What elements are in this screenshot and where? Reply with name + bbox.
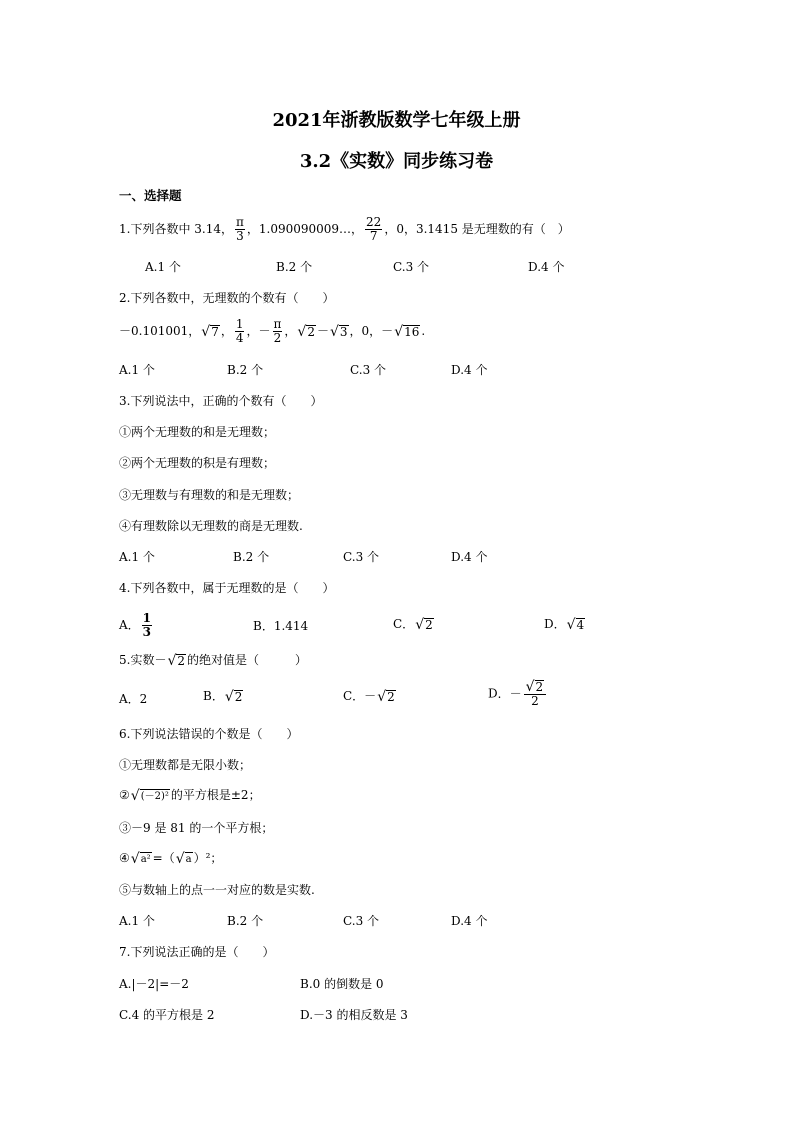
sqrt-neg2-squared: √ (－2)² [130,787,169,804]
statement-text: ）²； [193,851,223,865]
fraction-numerator: π [235,215,244,229]
sqrt-a: √ a [175,850,192,867]
question-4-option-a[interactable] [119,612,154,639]
sqrt-a-squared: √ a² [130,850,151,867]
sqrt-2: √ 2 [525,679,544,695]
fraction-1-over-3 [142,612,152,639]
question-6-option-c[interactable]: C.3 个 [343,914,380,928]
question-4-option-d[interactable] [544,616,586,632]
question-2-numbers [119,318,425,345]
section-heading: 一、选择题 [119,188,182,203]
question-6-stem: 6.下列说法错误的个数是（ ） [119,727,299,741]
statement-number: ② [119,788,130,802]
question-2-option-c[interactable]: C.3 个 [350,363,387,377]
fraction-pi-over-3 [235,216,245,243]
fraction-numerator: 1 [235,317,244,331]
sqrt-2: √ 2 [377,688,395,705]
separator: － [316,324,329,338]
sqrt-3: √ 3 [329,323,348,340]
question-6-option-b[interactable]: B.2 个 [227,914,264,928]
fraction-22-over-7 [365,216,382,243]
question-5-stem [119,652,307,668]
statement-text: =（ [152,851,175,865]
fraction-numerator: 22 [366,215,382,229]
fraction-numerator: 1 [142,611,152,625]
question-5-option-c[interactable] [343,688,397,704]
q1-stem-b: ，1.090090009…， [246,222,364,236]
question-3-option-c[interactable]: C.3 个 [343,550,380,564]
option-letter: C．－ [343,689,377,703]
question-6-statement-1: ①无理数都是无限小数； [119,758,252,772]
sqrt-7: √ 7 [201,323,219,340]
question-6-statement-2 [119,787,261,803]
question-7-option-a[interactable]: A.|－2|=－2 [119,977,189,991]
question-4-option-c[interactable] [393,616,435,632]
statement-text: 的平方根是±2； [170,788,261,802]
page-subtitle: 3.2《实数》同步练习卷 [299,151,494,172]
sqrt-2: √ 2 [415,616,433,633]
fraction-denominator: 7 [369,229,378,243]
question-3-option-a[interactable]: A.1 个 [119,550,155,564]
fraction-pi-over-2 [273,318,283,345]
sqrt-2: √ 2 [297,323,315,340]
sqrt-16: √ 16 [394,323,420,340]
question-2-option-b[interactable]: B.2 个 [227,363,264,377]
question-6-statement-3: ③－9 是 81 的一个平方根； [119,821,274,835]
question-3-statement-2: ②两个无理数的积是有理数； [119,456,276,470]
option-letter: D．－ [488,686,522,701]
question-5-option-a[interactable]: A．2 [119,692,148,706]
period: . [421,324,426,338]
question-1-option-d[interactable]: D.4 个 [528,260,565,274]
sqrt-2: √ 2 [224,688,243,705]
fraction-denominator: 2 [273,331,282,345]
fraction-denominator: 2 [531,694,539,708]
question-3-option-b[interactable]: B.2 个 [233,550,270,564]
separator: ， [284,324,297,338]
question-4-stem: 4.下列各数中，属于无理数的是（ ） [119,581,335,595]
question-6-option-d[interactable]: D.4 个 [451,914,488,928]
question-7-option-d[interactable]: D.－3 的相反数是 3 [300,1008,408,1022]
question-4-option-b[interactable]: B．1.414 [253,619,309,633]
option-letter: A． [119,618,140,632]
question-7-stem: 7.下列说法正确的是（ ） [119,945,275,959]
question-3-statement-1: ①两个无理数的和是无理数； [119,425,276,439]
question-6-option-a[interactable]: A.1 个 [119,914,155,928]
question-5-option-b[interactable] [203,688,244,704]
question-3-option-d[interactable]: D.4 个 [451,550,488,564]
page-title: 2021年浙教版数学七年级上册 [272,110,521,131]
question-2-stem: 2.下列各数中，无理数的个数有（ ） [119,291,335,305]
sqrt-4: √ 4 [566,616,585,633]
fraction-numerator: π [273,317,282,331]
question-1-option-b[interactable]: B.2 个 [276,260,313,274]
fraction-numerator [524,680,547,695]
option-letter: D． [544,617,566,631]
question-7-option-b[interactable]: B.0 的倒数是 0 [300,977,384,991]
q5-stem-a: 5.实数－ [119,653,167,667]
question-5-option-d[interactable] [488,680,548,708]
question-3-statement-4: ④有理数除以无理数的商是无理数. [119,519,303,533]
option-letter: C． [393,617,415,631]
statement-number: ④ [119,851,130,865]
question-3-statement-3: ③无理数与有理数的和是无理数； [119,488,300,502]
q1-stem-a: 1.下列各数中 3.14， [119,222,233,236]
separator: ， [220,324,233,338]
sqrt-2: √ 2 [167,652,186,669]
separator: ，－ [246,324,271,338]
q2-number-1: －0.101001， [119,324,201,338]
fraction-denominator: 4 [235,331,244,345]
fraction-denominator: 3 [236,229,244,243]
q1-stem-c: ，0，3.1415 是无理数的有（ ） [384,222,570,236]
question-2-option-d[interactable]: D.4 个 [451,363,488,377]
question-6-statement-4 [119,850,222,866]
fraction-denominator: 3 [142,625,152,639]
separator: ，0，－ [349,324,394,338]
question-1-stem [119,216,570,243]
question-2-option-a[interactable]: A.1 个 [119,363,155,377]
option-letter: B． [203,689,224,703]
q5-stem-b: 的绝对值是（ ） [187,653,308,667]
question-1-option-c[interactable]: C.3 个 [393,260,430,274]
fraction-sqrt2-over-2 [524,680,547,708]
question-7-option-c[interactable]: C.4 的平方根是 2 [119,1008,215,1022]
question-3-stem: 3.下列说法中，正确的个数有（ ） [119,394,323,408]
question-1-option-a[interactable]: A.1 个 [145,260,181,274]
fraction-1-over-4 [235,318,245,345]
question-6-statement-5: ⑤与数轴上的点一一对应的数是实数. [119,883,315,897]
